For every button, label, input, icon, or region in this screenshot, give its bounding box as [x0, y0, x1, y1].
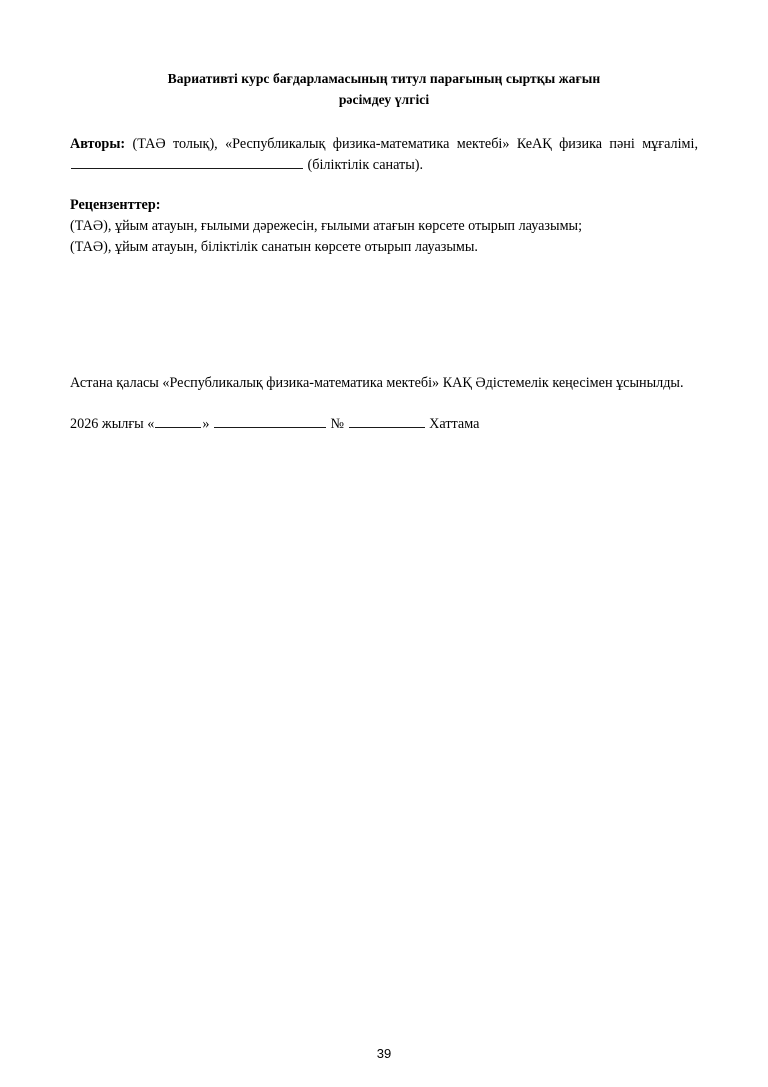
- protocol-quote-close: »: [202, 416, 210, 433]
- protocol-year: 2026 жылғы: [70, 416, 144, 433]
- page-title-line-2: рәсімдеу үлгісі: [338, 92, 430, 107]
- protocol-number-sign: №: [330, 416, 345, 433]
- protocol-word: Хаттама: [429, 416, 480, 433]
- authors-qualification-blank[interactable]: [71, 155, 303, 169]
- authors-label: Авторы:: [70, 136, 126, 152]
- authors-text-before-blank: (ТАӘ толық), «Республикалық физика-математика мектебі» КеАҚ физика пәні мұғалімі,: [132, 136, 698, 152]
- protocol-line: [70, 414, 698, 435]
- page-title-line-1: Вариативті курс бағдарламасының титул парағының сыртқы жағын: [167, 71, 601, 86]
- reviewers-label: Рецензенттер:: [70, 197, 161, 214]
- authors-text-after-blank: (біліктілік санаты).: [307, 157, 424, 174]
- spacer-before-reviewers: [70, 176, 698, 195]
- page-number: 39: [376, 1046, 392, 1061]
- spacer-after-title: [70, 110, 698, 134]
- protocol-day-blank[interactable]: [155, 414, 201, 428]
- protocol-quote-open: «: [147, 416, 155, 433]
- protocol-month-blank[interactable]: [214, 414, 326, 428]
- document-content: [70, 0, 698, 435]
- approval-paragraph: Астана қаласы «Республикалық физика-математика мектебі» КАҚ Әдістемелік кеңесімен ұсынылды.: [70, 375, 684, 392]
- spacer-mid-page: [70, 258, 698, 373]
- reviewer-item-1: (ТАӘ), ұйым атауын, ғылыми дәрежесін, ғылыми атағын көрсете отырып лауазымы;: [70, 218, 583, 235]
- page-title: [70, 0, 698, 110]
- reviewer-item-2: (ТАӘ), ұйым атауын, біліктілік санатын көрсете отырып лауазымы.: [70, 239, 478, 256]
- authors-paragraph: [70, 134, 698, 176]
- protocol-number-blank[interactable]: [349, 414, 425, 428]
- reviewers-label-row: [70, 195, 698, 216]
- spacer-before-protocol: [70, 394, 698, 414]
